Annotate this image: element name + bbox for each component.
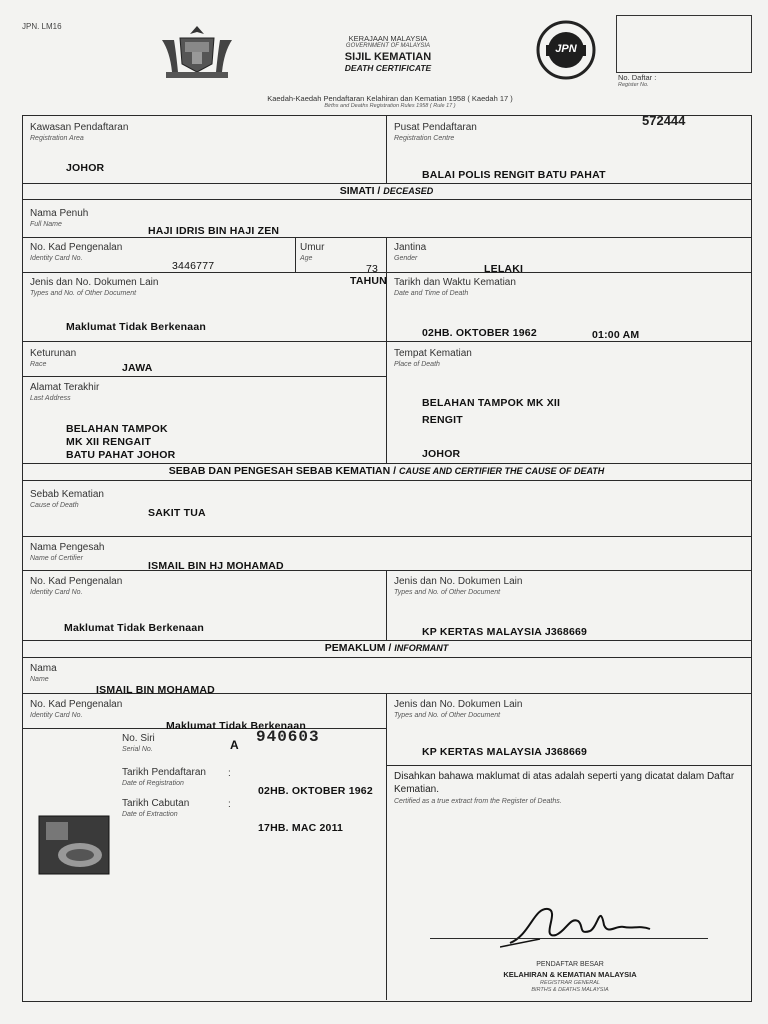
certifier-ic-value: Maklumat Tidak Berkenaan [64,622,204,634]
extraction-date-label-en: Date of Extraction [122,811,178,818]
certifier-ic-label-en: Identity Card No. [30,589,83,596]
signatory-line-2: KELAHIRAN & KEMATIAN MALAYSIA [503,970,637,979]
registration-centre-label: Pusat Pendaftaran [394,122,477,133]
last-address-label-en: Last Address [30,395,71,402]
age-value: 73 [366,263,379,275]
registration-area-value: JOHOR [66,162,105,174]
extraction-date-label: Tarikh Cabutan [122,798,190,809]
gender-value: LELAKI [484,263,524,275]
registration-date-label-en: Date of Registration [122,780,184,787]
place-line: BELAHAN TAMPOK MK XII [422,397,561,409]
informant-ic-label: No. Kad Pengenalan [30,699,123,710]
address-line: MK XII RENGAIT [66,436,152,448]
rules-en: Births and Deaths Registration Rules 1958 ( Rule 17 ) [324,103,456,109]
registration-area-label: Kawasan Pendaftaran [30,122,129,133]
place-line: RENGIT [422,414,463,426]
coat-of-arms-emblem [152,22,242,82]
certifier-doc-value: KP KERTAS MALAYSIA J368669 [422,626,588,638]
registration-centre-label-en: Registration Centre [394,135,455,142]
serial-number: 940603 [256,728,320,746]
jpn-logo-text: JPN [555,43,577,55]
death-date-value: 02HB. OKTOBER 1962 [422,327,537,339]
registration-date-value: 02HB. OKTOBER 1962 [258,785,373,797]
signatory-line-3: REGISTRAR GENERAL [540,980,600,986]
register-number-box [616,15,752,73]
informant-doc-value: KP KERTAS MALAYSIA J368669 [422,746,588,758]
place-of-death-label: Tempat Kematian [394,348,472,359]
deceased-name-value: HAJI IDRIS BIN HAJI ZEN [148,225,280,237]
informant-doc-label-en: Types and No. of Other Document [394,712,501,719]
certifier-doc-label: Jenis dan No. Dokumen Lain [394,576,523,587]
certifier-label: Nama Pengesah [30,542,105,553]
deceased-doc-value: Maklumat Tidak Berkenaan [66,321,206,333]
address-line: BATU PAHAT JOHOR [66,449,176,461]
registration-area-label-en: Registration Area [30,135,84,142]
death-time-value: 01:00 AM [592,329,640,341]
informant-name-label: Nama [30,663,57,674]
gender-label-en: Gender [394,255,418,262]
serial-label: No. Siri [122,733,155,744]
age-unit: TAHUN [350,275,387,287]
deceased-doc-label: Jenis dan No. Dokumen Lain [30,277,159,288]
last-address-label: Alamat Terakhir [30,382,100,393]
age-label-en: Age [300,255,313,262]
full-name-label-en: Full Name [30,221,62,228]
serial-label-en: Serial No. [122,746,153,753]
form-frame [22,115,752,1002]
informant-doc-label: Jenis dan No. Dokumen Lain [394,699,523,710]
full-name-label: Nama Penuh [30,208,89,219]
certifier-doc-label-en: Types and No. of Other Document [394,589,501,596]
certify-text-en: Certified as a true extract from the Register of Deaths. [394,798,562,805]
registration-date-colon: : [228,768,231,779]
death-datetime-label-en: Date and Time of Death [394,290,469,297]
register-number-value: 572444 [642,113,686,128]
signatory-line-4: BIRTHS & DEATHS MALAYSIA [531,987,609,993]
government-en: GOVERNMENT OF MALAYSIA [345,43,431,49]
serial-prefix: A [230,738,239,752]
extraction-date-colon: : [228,799,231,810]
certifier-value: ISMAIL BIN HJ MOHAMAD [148,560,284,572]
death-datetime-label: Tarikh dan Waktu Kematian [394,277,516,288]
informant-name-value: ISMAIL BIN MOHAMAD [96,684,215,696]
registration-date-label: Tarikh Pendaftaran [122,767,206,778]
race-label: Keturunan [30,348,77,359]
signatory-line-1: PENDAFTAR BESAR [536,961,604,968]
cause-label-en: Cause of Death [30,502,79,509]
informant-ic-label-en: Identity Card No. [30,712,83,719]
certify-text: Disahkan bahawa maklumat di atas adalah seperti yang dicatat dalam Daftar Kematian. [394,771,735,795]
certifier-label-en: Name of Certifier [30,555,83,562]
address-line: BELAHAN TAMPOK [66,423,168,435]
race-label-en: Race [30,361,47,368]
title-en: DEATH CERTIFICATE [344,63,432,73]
deceased-ic-label: No. Kad Pengenalan [30,242,123,253]
certifier-ic-label: No. Kad Pengenalan [30,576,123,587]
gender-label: Jantina [394,242,427,253]
form-code: JPN. LM16 [22,22,62,31]
registrar-signature [500,895,660,955]
extraction-date-value: 17HB. MAC 2011 [258,822,344,834]
government-ms: KERAJAAN MALAYSIA [348,34,428,43]
section-cause: SEBAB DAN PENGESAH SEBAB KEMATIAN / CAUSE AND CERTIFIER THE CAUSE OF DEATH [168,465,605,477]
cause-value: SAKIT TUA [148,507,206,519]
place-of-death-label-en: Place of Death [394,361,440,368]
register-number-label: No. Daftar : [618,73,657,82]
section-deceased: SIMATI / DECEASED [339,185,434,197]
title-ms: SIJIL KEMATIAN [344,51,432,63]
informant-name-label-en: Name [30,676,49,683]
hologram-seal [38,815,110,875]
place-line: JOHOR [422,448,461,460]
deceased-doc-label-en: Types and No. of Other Document [30,290,137,297]
deceased-ic-value: 3446777 [172,260,215,272]
cause-label: Sebab Kematian [30,489,104,500]
register-number-label-en: Register No. [618,82,649,88]
registration-centre-value: BALAI POLIS RENGIT BATU PAHAT [422,169,606,181]
rules-ms: Kaedah-Kaedah Pendaftaran Kelahiran dan Kematian 1958 ( Kaedah 17 ) [267,94,513,103]
section-informant: PEMAKLUM / INFORMANT [324,642,449,654]
deceased-ic-label-en: Identity Card No. [30,255,83,262]
age-label: Umur [300,242,325,253]
informant-ic-value: Maklumat Tidak Berkenaan [166,720,306,732]
jpn-logo [536,20,596,80]
race-value: JAWA [122,362,153,374]
